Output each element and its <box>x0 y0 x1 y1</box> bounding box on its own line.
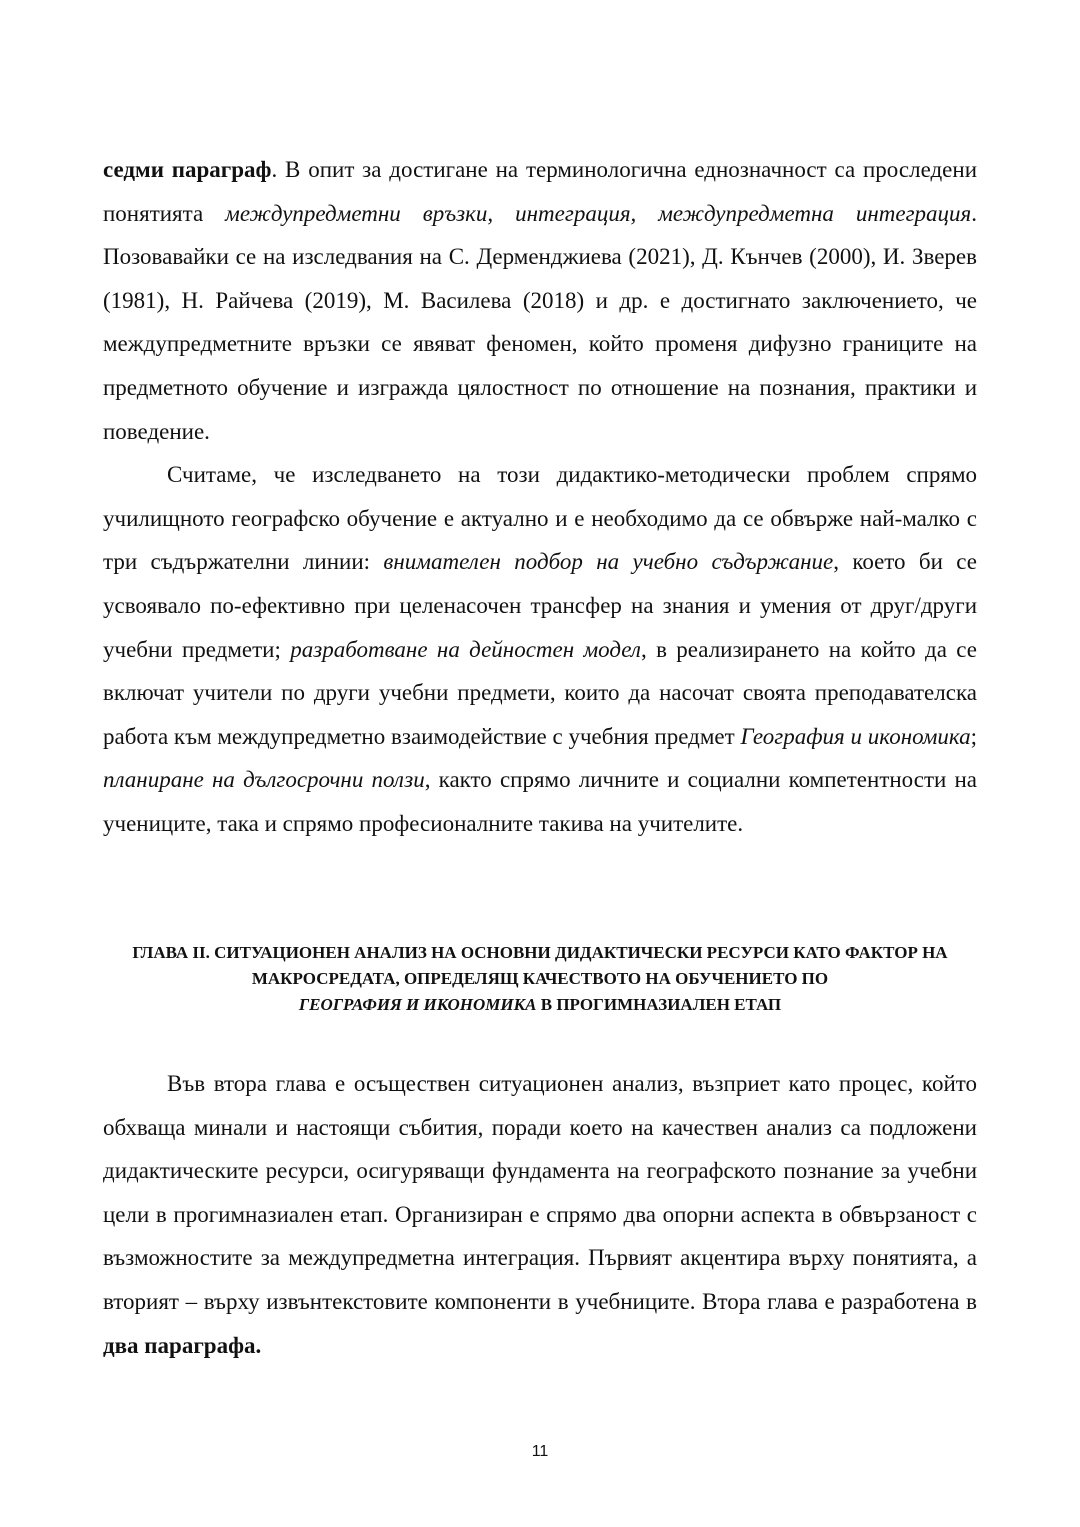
paragraph-1: седми параграф. В опит за достигане на терминологична еднозначност са проследени понятията междупредметни връзки, интеграция, междупредметна интеграция. Позовавайки се на изследвания на С. Дерменджиева (2021), Д. Кънчев (2000), И. Зверев (1981), Н. Райчева (2019), М. Василева (2018) и др. е достигнато заключението, че междупредметните връзки се явяват феномен, който променя дифузно границите на предметното обучение и изгражда цялостност по отношение на познания, практики и поведение. <box>103 157 977 444</box>
bold-term: седми параграф <box>103 157 272 182</box>
paragraph-3: Във втора глава е осъществен ситуационен анализ, възприет като процес, който обхваща минали и настоящи събития, поради което на качествен анализ са подложени дидактическите ресурси, осигуряващи фундамента на географското познание за учебни цели в прогимназиален етап. Организиран е спрямо два опорни аспекта в обвързаност с възможностите за междупредметна интеграция. Първият акцентира върху понятията, а вторият – върху извънтекстовите компоненти в учебниците. Втора глава е разработена в два параграфа. <box>103 1071 977 1358</box>
text-block-bottom <box>103 1062 977 1367</box>
bold-term: два параграфа. <box>103 1332 262 1358</box>
text-block-top <box>103 148 977 846</box>
page-number: 11 <box>531 1443 549 1460</box>
chapter-heading: ГЛАВА II. СИТУАЦИОНЕН АНАЛИЗ НА ОСНОВНИ ДИДАКТИЧЕСКИ РЕСУРСИ КАТО ФАКТОР НА МАКРОСРЕДАТА, ОПРЕДЕЛЯЩ КАЧЕСТВОТО НА ОБУЧЕНИЕТО ПО ГЕОГРАФИЯ И ИКОНОМИКА В ПРОГИМНАЗИАЛЕН ЕТАП <box>132 943 948 1014</box>
paragraph-2: Считаме, че изследването на този дидактико-методически проблем спрямо училищното географско обучение е актуално и е необходимо да се обвърже най-малко с три съдържателни линии: внимателен подбор на учебно съдържание, което би се усвоявало по-ефективно при целенасочен трансфер на знания и умения от друг/други учебни предмети; разработване на дейностен модел, в реализирането на който да се включат учители по други учебни предмети, които да насочат своята преподавателска работа към междупредметно взаимодействие с учебния предмет География и икономика; планиране на дългосрочни ползи, както спрямо личните и социални компетентности на учениците, така и спрямо професионалните такива на учителите. <box>103 462 977 836</box>
